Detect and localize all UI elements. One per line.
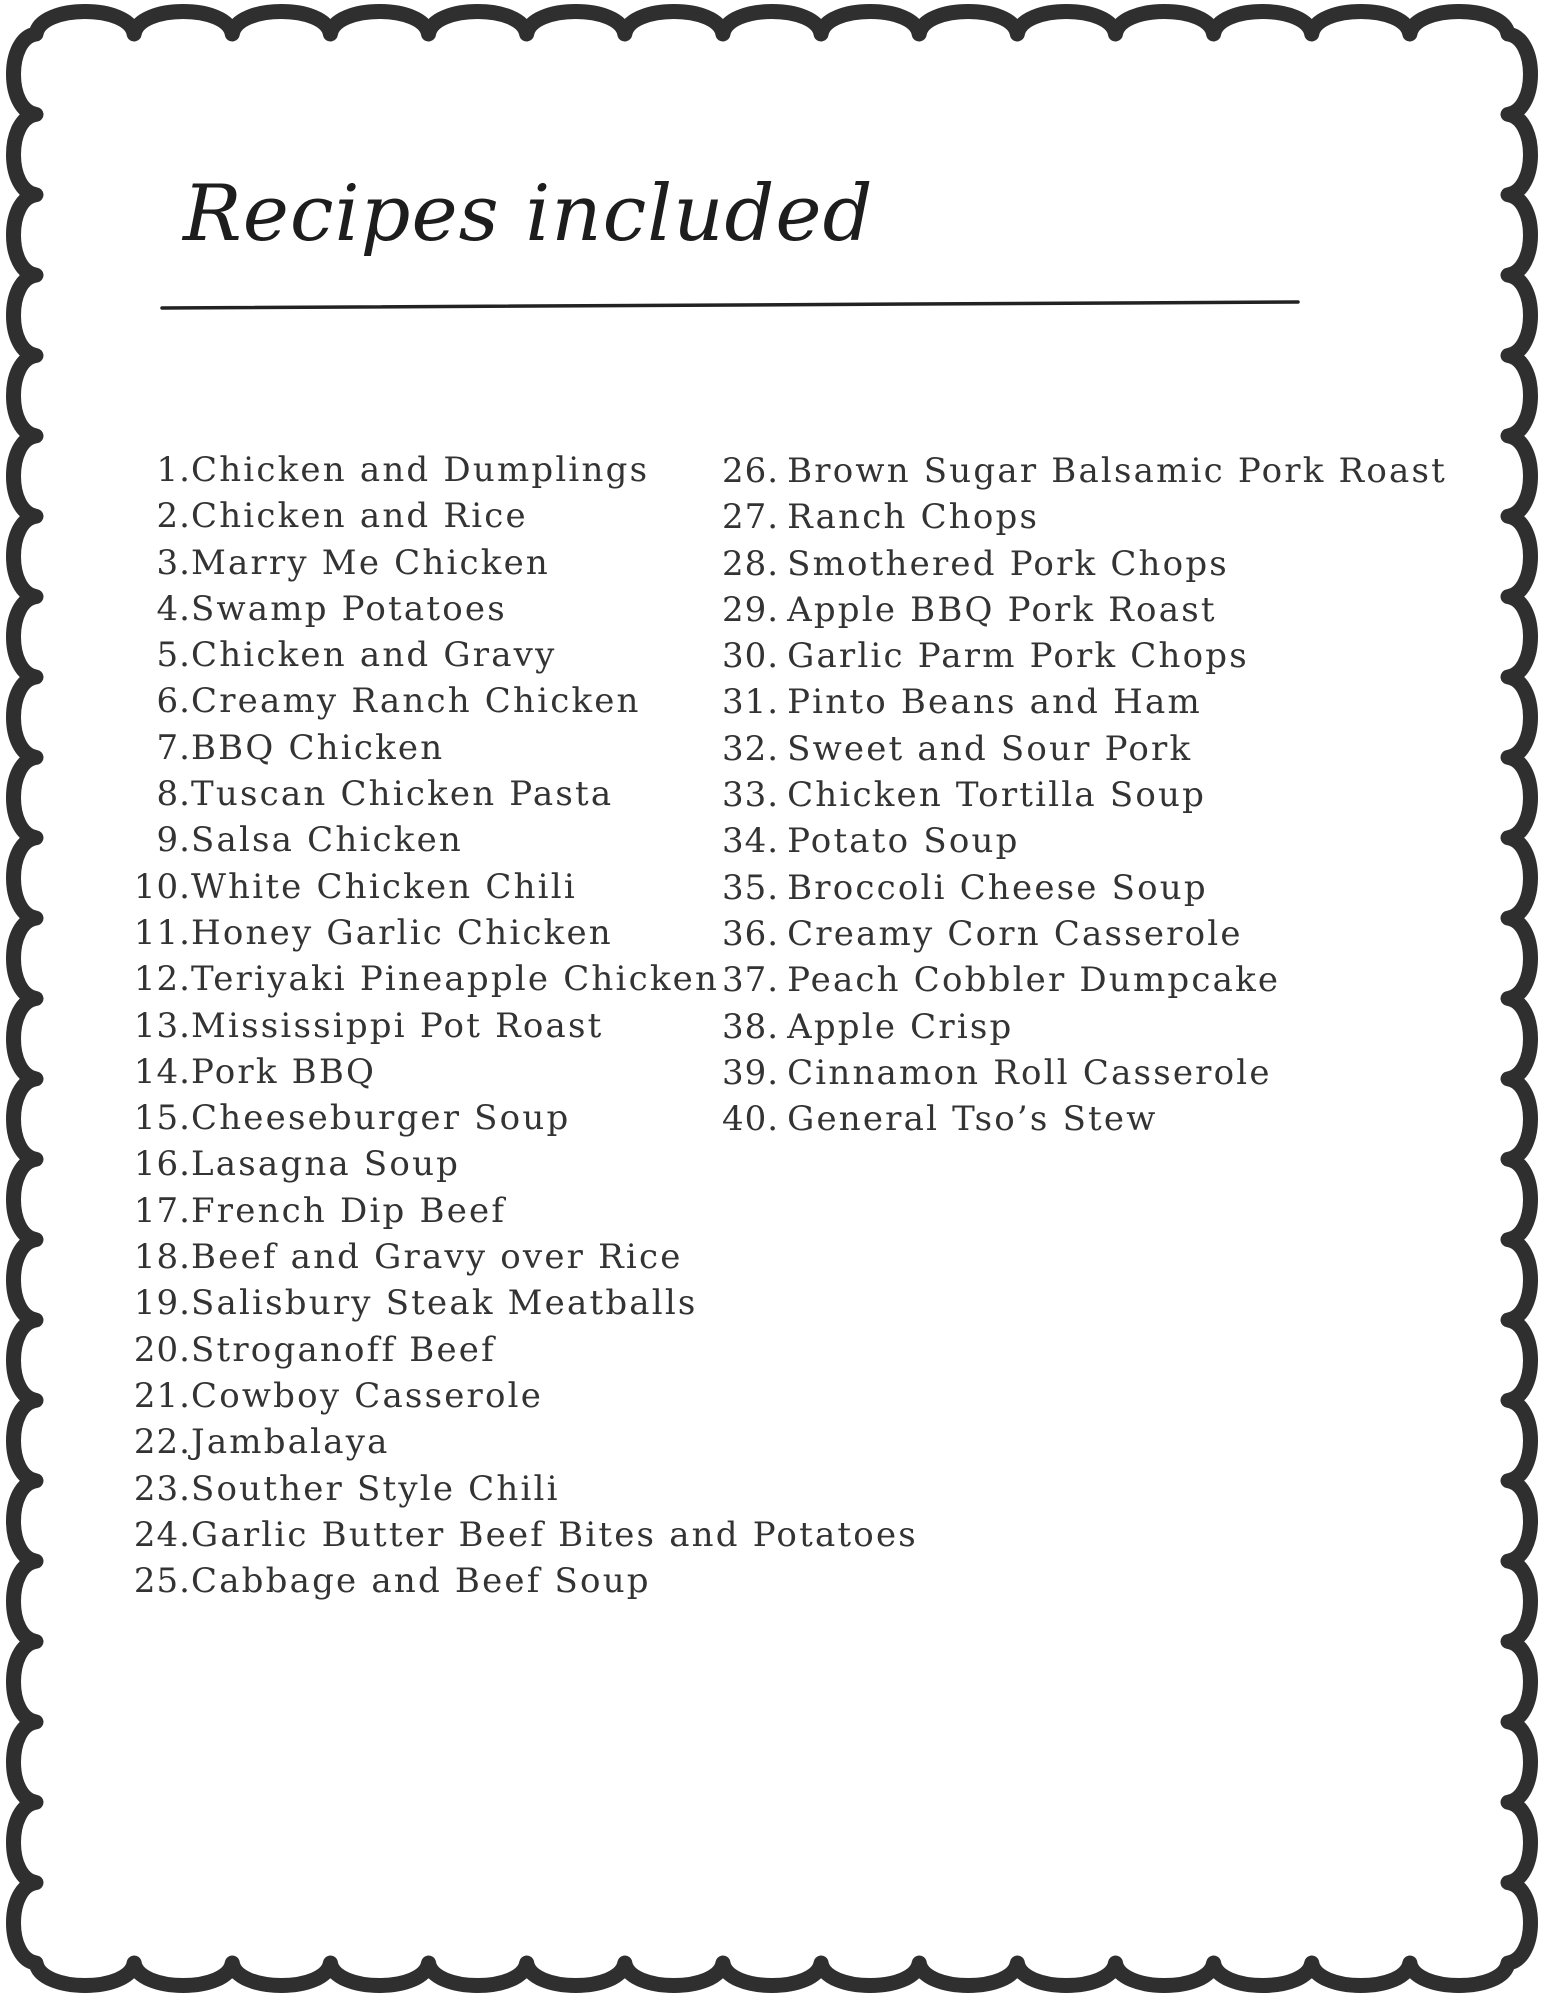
recipe-number: 39.	[722, 1052, 780, 1093]
recipe-number: 14.	[133, 1051, 191, 1092]
recipe-number: 16.	[133, 1144, 191, 1185]
recipe-name: Peach Cobbler Dumpcake	[787, 960, 1281, 1001]
recipe-number: 30.	[722, 636, 780, 677]
list-item	[128, 1558, 918, 1604]
list-item	[722, 865, 1447, 911]
recipe-name: Cheeseburger Soup	[191, 1098, 571, 1139]
recipe-name: Marry Me Chicken	[191, 542, 550, 583]
recipe-number: 33.	[722, 775, 780, 816]
list-item	[722, 1096, 1447, 1142]
list-item	[722, 679, 1447, 725]
recipe-number: 9.	[156, 820, 191, 861]
recipe-name: Tuscan Chicken Pasta	[191, 774, 614, 815]
recipe-name: Pork BBQ	[191, 1051, 377, 1092]
recipe-name: Chicken and Dumplings	[191, 450, 650, 490]
recipe-name: Beef and Gravy over Rice	[191, 1237, 683, 1278]
recipe-name: Pinto Beans and Ham	[787, 682, 1202, 723]
recipe-name: Honey Garlic Chicken	[191, 912, 613, 953]
recipe-number: 26.	[722, 451, 780, 491]
list-item	[722, 1050, 1447, 1096]
recipe-number: 31.	[722, 682, 780, 723]
list-item	[722, 587, 1447, 633]
recipe-name: Stroganoff Beef	[191, 1329, 496, 1370]
list-item	[722, 772, 1447, 818]
list-item	[128, 1280, 918, 1326]
recipe-name: Salisbury Steak Meatballs	[191, 1283, 698, 1324]
recipe-number: 36.	[722, 913, 780, 954]
recipe-name: Ranch Chops	[787, 497, 1040, 538]
recipe-number: 2.	[156, 496, 191, 537]
recipe-number: 38.	[722, 1006, 780, 1047]
recipe-name: White Chicken Chili	[191, 866, 577, 907]
recipe-name: BBQ Chicken	[191, 727, 445, 768]
page-title: Recipes included	[183, 169, 874, 259]
recipe-number: 29.	[722, 589, 780, 630]
recipe-number: 6.	[156, 681, 191, 722]
recipe-name: Chicken and Gravy	[191, 635, 557, 676]
recipe-name: Lasagna Soup	[191, 1144, 461, 1185]
recipe-name: Apple Crisp	[787, 1006, 1014, 1047]
recipe-number: 11.	[133, 912, 191, 953]
recipe-number: 8.	[156, 774, 191, 815]
list-item	[128, 1419, 918, 1465]
recipe-name: Jambalaya	[191, 1422, 390, 1463]
recipe-number: 35.	[722, 867, 780, 908]
recipe-number: 1.	[156, 450, 191, 490]
recipe-name: Creamy Corn Casserole	[787, 913, 1243, 954]
recipe-name: French Dip Beef	[191, 1190, 507, 1231]
list-item	[128, 1466, 918, 1512]
recipe-number: 27.	[722, 497, 780, 538]
recipe-name: Teriyaki Pineapple Chicken	[191, 959, 720, 1000]
recipe-name: Swamp Potatoes	[191, 588, 507, 629]
recipe-name: Mississippi Pot Roast	[191, 1005, 604, 1046]
recipe-name: Potato Soup	[787, 821, 1020, 862]
recipe-number: 28.	[722, 543, 780, 584]
list-item	[128, 1234, 918, 1280]
recipe-list-right-column	[722, 448, 1447, 1142]
recipe-number: 20.	[133, 1329, 191, 1370]
list-item	[722, 541, 1447, 587]
recipe-number: 24.	[133, 1514, 191, 1555]
list-item	[722, 726, 1447, 772]
list-item	[722, 494, 1447, 540]
list-item	[128, 1373, 918, 1419]
recipe-name: Sweet and Sour Pork	[787, 728, 1193, 769]
list-item	[722, 911, 1447, 957]
recipe-name: Cinnamon Roll Casserole	[787, 1052, 1272, 1093]
recipe-number: 22.	[133, 1422, 191, 1463]
list-item	[128, 1512, 918, 1558]
recipe-number: 12.	[133, 959, 191, 1000]
recipe-number: 32.	[722, 728, 780, 769]
recipe-name: Chicken and Rice	[191, 496, 528, 537]
list-item	[128, 1188, 918, 1234]
handdrawn-underline-icon	[160, 300, 1300, 312]
recipe-number: 40.	[722, 1099, 780, 1140]
recipe-number: 23.	[133, 1468, 191, 1509]
recipe-name: Chicken Tortilla Soup	[787, 775, 1207, 816]
recipe-name: Smothered Pork Chops	[787, 543, 1229, 584]
recipe-number: 10.	[133, 866, 191, 907]
recipe-number: 19.	[133, 1283, 191, 1324]
list-item	[722, 957, 1447, 1003]
recipe-number: 3.	[156, 542, 191, 583]
recipe-number: 18.	[133, 1237, 191, 1278]
list-item	[722, 818, 1447, 864]
recipe-name: Cowboy Casserole	[191, 1375, 544, 1416]
recipe-number: 15.	[133, 1098, 191, 1139]
recipe-name: Creamy Ranch Chicken	[191, 681, 641, 722]
recipe-number: 5.	[156, 635, 191, 676]
recipe-name: Garlic Butter Beef Bites and Potatoes	[191, 1514, 918, 1555]
recipe-name: Salsa Chicken	[191, 820, 464, 861]
recipe-number: 4.	[156, 588, 191, 629]
recipe-number: 37.	[722, 960, 780, 1001]
recipe-number: 34.	[722, 821, 780, 862]
recipe-name: Apple BBQ Pork Roast	[787, 589, 1217, 630]
list-item	[722, 633, 1447, 679]
recipe-number: 7.	[156, 727, 191, 768]
recipe-name: General Tso’s Stew	[787, 1099, 1158, 1140]
list-item	[128, 1141, 918, 1187]
recipe-name: Cabbage and Beef Soup	[191, 1561, 651, 1602]
recipe-name: Brown Sugar Balsamic Pork Roast	[787, 451, 1447, 491]
recipe-number: 25.	[133, 1561, 191, 1602]
list-item	[722, 1004, 1447, 1050]
recipe-name: Garlic Parm Pork Chops	[787, 636, 1249, 677]
recipe-number: 17.	[133, 1190, 191, 1231]
list-item	[722, 448, 1447, 494]
recipe-number: 21.	[133, 1375, 191, 1416]
recipe-name: Broccoli Cheese Soup	[787, 867, 1208, 908]
list-item	[128, 1327, 918, 1373]
recipe-name: Souther Style Chili	[191, 1468, 560, 1509]
recipe-number: 13.	[133, 1005, 191, 1046]
